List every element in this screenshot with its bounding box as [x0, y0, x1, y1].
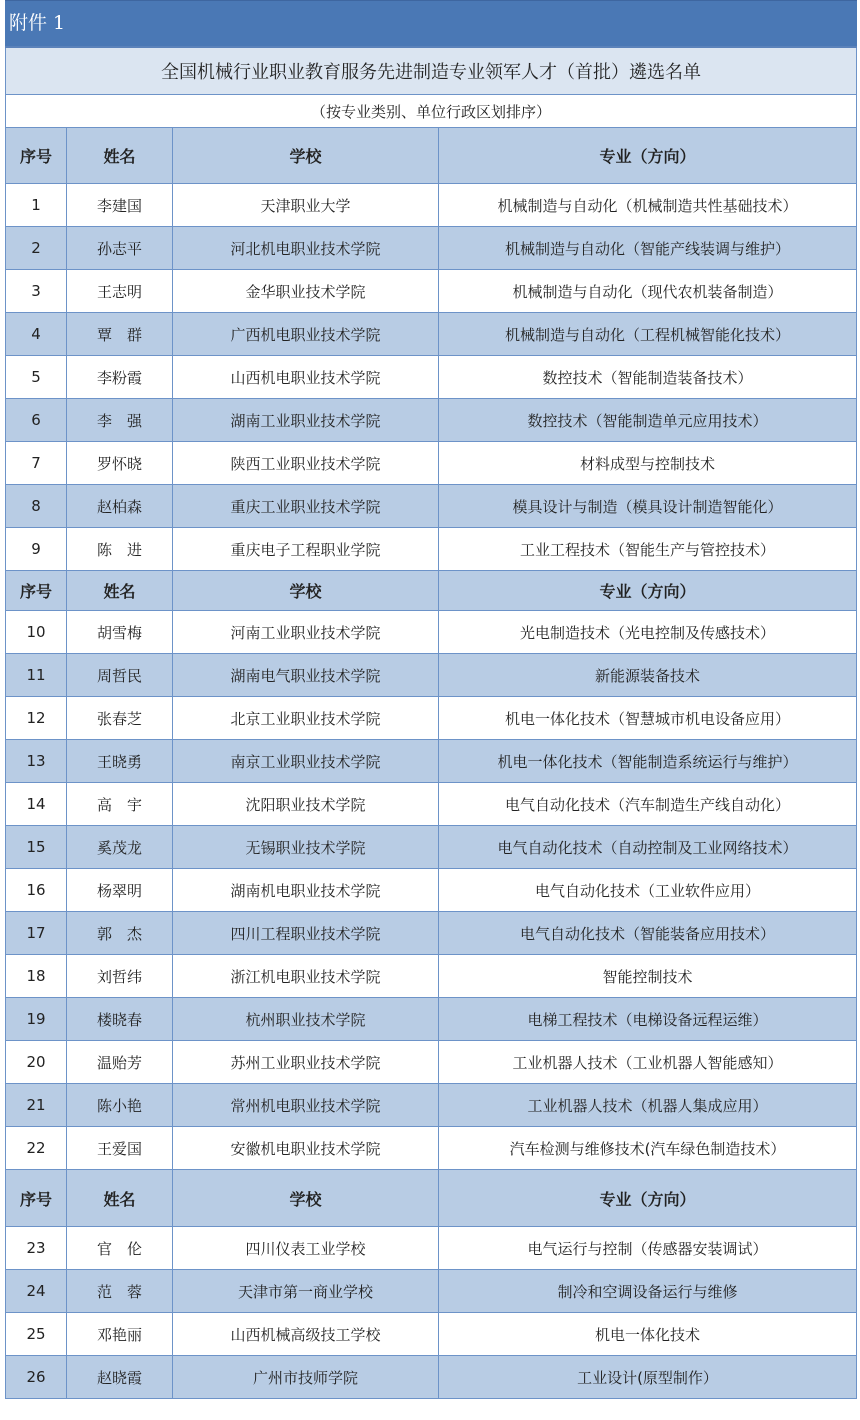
table-row — [6, 955, 857, 998]
table-row — [6, 783, 857, 826]
index-cell: 20 — [6, 1041, 67, 1084]
table-row — [6, 1356, 857, 1399]
major-cell: 数控技术（智能制造装备技术） — [439, 356, 857, 399]
table-header-row — [6, 1170, 857, 1227]
name-cell: 郭 杰 — [67, 912, 173, 955]
table-row — [6, 1227, 857, 1270]
major-cell: 电气运行与控制（传感器安装调试） — [439, 1227, 857, 1270]
school-cell: 河北机电职业技术学院 — [173, 227, 439, 270]
name-cell: 王志明 — [67, 270, 173, 313]
major-cell: 模具设计与制造（模具设计制造智能化） — [439, 485, 857, 528]
school-cell: 广西机电职业技术学院 — [173, 313, 439, 356]
school-cell: 金华职业技术学院 — [173, 270, 439, 313]
header-major-cell: 专业（方向） — [439, 1170, 857, 1227]
school-cell: 杭州职业技术学院 — [173, 998, 439, 1041]
name-cell: 张春芝 — [67, 697, 173, 740]
name-cell: 温贻芳 — [67, 1041, 173, 1084]
major-cell: 机电一体化技术（智慧城市机电设备应用） — [439, 697, 857, 740]
index-cell: 12 — [6, 697, 67, 740]
document-subtitle: （按专业类别、单位行政区划排序） — [6, 95, 857, 128]
index-cell: 22 — [6, 1127, 67, 1170]
name-cell: 覃 群 — [67, 313, 173, 356]
school-cell: 河南工业职业技术学院 — [173, 611, 439, 654]
school-cell: 北京工业职业技术学院 — [173, 697, 439, 740]
table-row — [6, 1041, 857, 1084]
school-cell: 湖南电气职业技术学院 — [173, 654, 439, 697]
name-cell: 高 宇 — [67, 783, 173, 826]
major-cell: 新能源装备技术 — [439, 654, 857, 697]
school-cell: 天津市第一商业学校 — [173, 1270, 439, 1313]
name-cell: 楼晓春 — [67, 998, 173, 1041]
table-header-row — [6, 128, 857, 184]
index-cell: 8 — [6, 485, 67, 528]
index-cell: 2 — [6, 227, 67, 270]
school-cell: 重庆工业职业技术学院 — [173, 485, 439, 528]
table-row — [6, 528, 857, 571]
table-row — [6, 869, 857, 912]
table-row — [6, 227, 857, 270]
major-cell: 工业工程技术（智能生产与管控技术） — [439, 528, 857, 571]
school-cell: 湖南工业职业技术学院 — [173, 399, 439, 442]
table-header-row — [6, 571, 857, 611]
school-cell: 四川工程职业技术学院 — [173, 912, 439, 955]
header-major-cell: 专业（方向） — [439, 128, 857, 184]
index-cell: 13 — [6, 740, 67, 783]
index-cell: 26 — [6, 1356, 67, 1399]
name-cell: 邓艳丽 — [67, 1313, 173, 1356]
school-cell: 南京工业职业技术学院 — [173, 740, 439, 783]
header-major-cell: 专业（方向） — [439, 571, 857, 611]
header-name-cell: 姓名 — [67, 571, 173, 611]
index-cell: 5 — [6, 356, 67, 399]
school-cell: 广州市技师学院 — [173, 1356, 439, 1399]
major-cell: 汽车检测与维修技术(汽车绿色制造技术） — [439, 1127, 857, 1170]
table-row — [6, 912, 857, 955]
school-cell: 四川仪表工业学校 — [173, 1227, 439, 1270]
index-cell: 10 — [6, 611, 67, 654]
major-cell: 机械制造与自动化（工程机械智能化技术） — [439, 313, 857, 356]
name-cell: 陈小艳 — [67, 1084, 173, 1127]
major-cell: 电气自动化技术（工业软件应用） — [439, 869, 857, 912]
header-index-cell: 序号 — [6, 1170, 67, 1227]
index-cell: 23 — [6, 1227, 67, 1270]
name-cell: 陈 进 — [67, 528, 173, 571]
table-row — [6, 697, 857, 740]
major-cell: 制冷和空调设备运行与维修 — [439, 1270, 857, 1313]
school-cell: 苏州工业职业技术学院 — [173, 1041, 439, 1084]
header-school-cell: 学校 — [173, 571, 439, 611]
index-cell: 4 — [6, 313, 67, 356]
major-cell: 光电制造技术（光电控制及传感技术） — [439, 611, 857, 654]
index-cell: 11 — [6, 654, 67, 697]
table-row — [6, 1127, 857, 1170]
name-cell: 官 伦 — [67, 1227, 173, 1270]
school-cell: 陕西工业职业技术学院 — [173, 442, 439, 485]
header-index-cell: 序号 — [6, 128, 67, 184]
index-cell: 1 — [6, 184, 67, 227]
table-row — [6, 313, 857, 356]
table-row — [6, 485, 857, 528]
name-cell: 赵晓霞 — [67, 1356, 173, 1399]
major-cell: 工业机器人技术（机器人集成应用） — [439, 1084, 857, 1127]
index-cell: 3 — [6, 270, 67, 313]
school-cell: 浙江机电职业技术学院 — [173, 955, 439, 998]
name-cell: 李建国 — [67, 184, 173, 227]
table-row — [6, 184, 857, 227]
index-cell: 14 — [6, 783, 67, 826]
major-cell: 电气自动化技术（智能装备应用技术） — [439, 912, 857, 955]
school-cell: 山西机电职业技术学院 — [173, 356, 439, 399]
major-cell: 智能控制技术 — [439, 955, 857, 998]
header-index-cell: 序号 — [6, 571, 67, 611]
attachment-banner: 附件 1 — [5, 0, 857, 46]
table-row — [6, 399, 857, 442]
major-cell: 工业机器人技术（工业机器人智能感知） — [439, 1041, 857, 1084]
school-cell: 沈阳职业技术学院 — [173, 783, 439, 826]
talent-list-table — [5, 46, 857, 1399]
name-cell: 孙志平 — [67, 227, 173, 270]
name-cell: 胡雪梅 — [67, 611, 173, 654]
table-row — [6, 1313, 857, 1356]
major-cell: 工业设计(原型制作） — [439, 1356, 857, 1399]
name-cell: 王晓勇 — [67, 740, 173, 783]
major-cell: 机械制造与自动化（现代农机装备制造） — [439, 270, 857, 313]
index-cell: 16 — [6, 869, 67, 912]
major-cell: 材料成型与控制技术 — [439, 442, 857, 485]
major-cell: 机械制造与自动化（智能产线装调与维护） — [439, 227, 857, 270]
major-cell: 机电一体化技术（智能制造系统运行与维护） — [439, 740, 857, 783]
name-cell: 周哲民 — [67, 654, 173, 697]
name-cell: 罗怀晓 — [67, 442, 173, 485]
index-cell: 6 — [6, 399, 67, 442]
name-cell: 李 强 — [67, 399, 173, 442]
index-cell: 17 — [6, 912, 67, 955]
school-cell: 无锡职业技术学院 — [173, 826, 439, 869]
name-cell: 杨翠明 — [67, 869, 173, 912]
major-cell: 电气自动化技术（汽车制造生产线自动化） — [439, 783, 857, 826]
index-cell: 18 — [6, 955, 67, 998]
major-cell: 机电一体化技术 — [439, 1313, 857, 1356]
header-school-cell: 学校 — [173, 128, 439, 184]
major-cell: 数控技术（智能制造单元应用技术） — [439, 399, 857, 442]
major-cell: 电气自动化技术（自动控制及工业网络技术） — [439, 826, 857, 869]
index-cell: 24 — [6, 1270, 67, 1313]
table-row — [6, 1270, 857, 1313]
major-cell: 电梯工程技术（电梯设备远程运维） — [439, 998, 857, 1041]
table-row — [6, 654, 857, 697]
name-cell: 范 蓉 — [67, 1270, 173, 1313]
school-cell: 常州机电职业技术学院 — [173, 1084, 439, 1127]
school-cell: 安徽机电职业技术学院 — [173, 1127, 439, 1170]
name-cell: 赵柏森 — [67, 485, 173, 528]
table-row — [6, 270, 857, 313]
index-cell: 9 — [6, 528, 67, 571]
school-cell: 天津职业大学 — [173, 184, 439, 227]
name-cell: 王爱国 — [67, 1127, 173, 1170]
school-cell: 重庆电子工程职业学院 — [173, 528, 439, 571]
table-row — [6, 740, 857, 783]
name-cell: 李粉霞 — [67, 356, 173, 399]
table-row — [6, 611, 857, 654]
table-row — [6, 1084, 857, 1127]
table-row — [6, 356, 857, 399]
table-row — [6, 998, 857, 1041]
index-cell: 15 — [6, 826, 67, 869]
index-cell: 25 — [6, 1313, 67, 1356]
table-row — [6, 826, 857, 869]
header-school-cell: 学校 — [173, 1170, 439, 1227]
name-cell: 奚茂龙 — [67, 826, 173, 869]
school-cell: 山西机械高级技工学校 — [173, 1313, 439, 1356]
name-cell: 刘哲纬 — [67, 955, 173, 998]
table-row — [6, 442, 857, 485]
header-name-cell: 姓名 — [67, 128, 173, 184]
index-cell: 7 — [6, 442, 67, 485]
major-cell: 机械制造与自动化（机械制造共性基础技术） — [439, 184, 857, 227]
header-name-cell: 姓名 — [67, 1170, 173, 1227]
index-cell: 19 — [6, 998, 67, 1041]
document-title: 全国机械行业职业教育服务先进制造专业领军人才（首批）遴选名单 — [6, 47, 857, 95]
school-cell: 湖南机电职业技术学院 — [173, 869, 439, 912]
index-cell: 21 — [6, 1084, 67, 1127]
